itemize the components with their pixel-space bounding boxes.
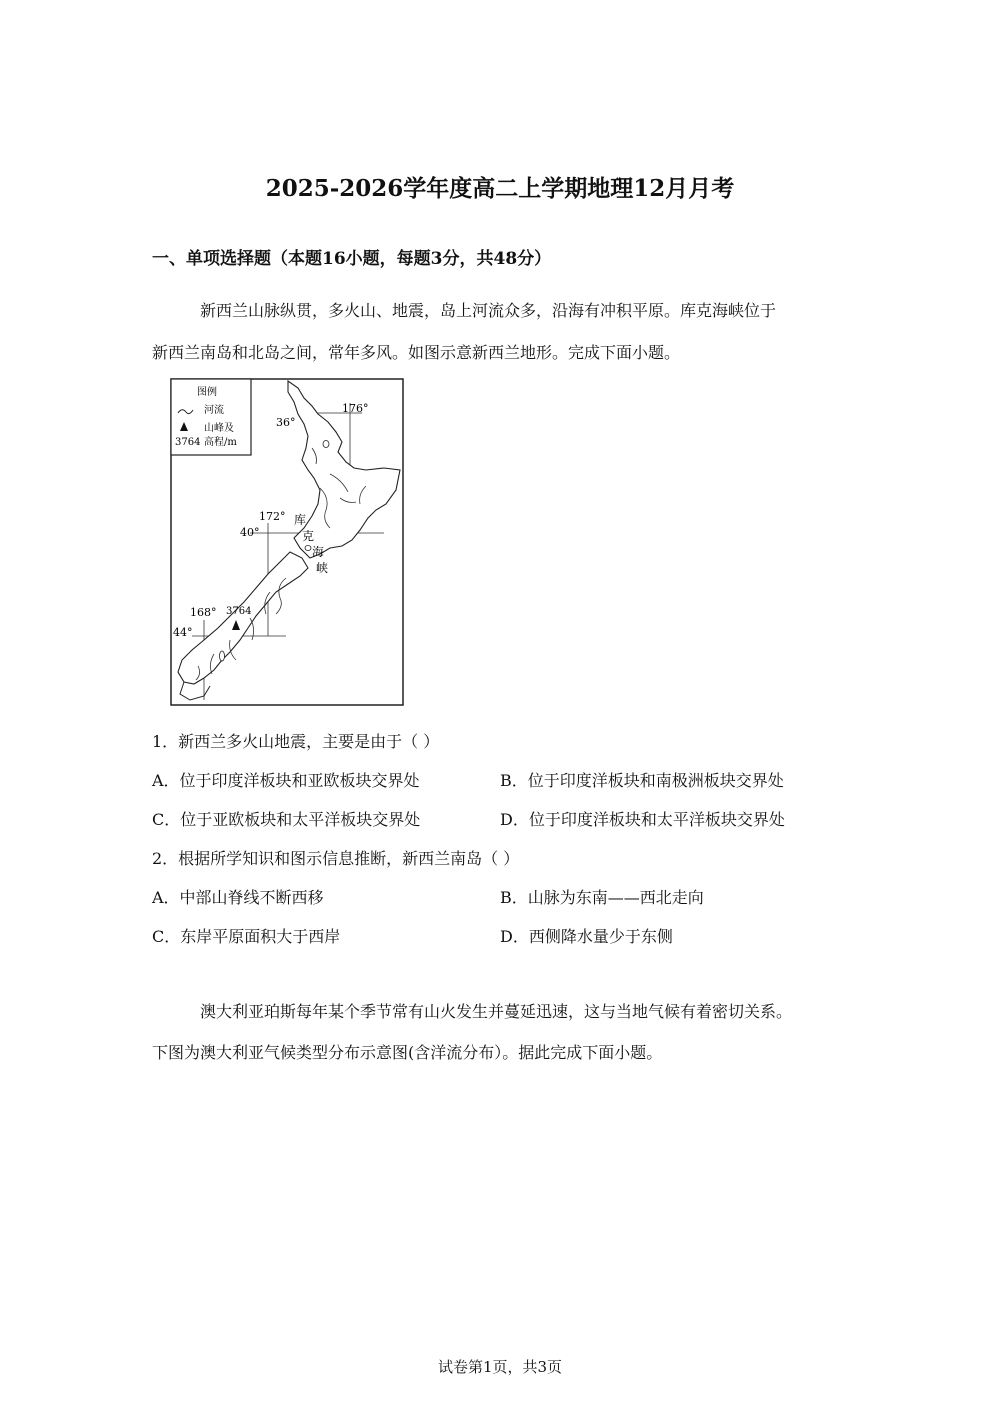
section-heading: 一、单项选择题（本题16小题，每题3分，共48分） [152, 249, 552, 269]
lake-south [220, 651, 225, 661]
page-title: 2025-2026学年度高二上学期地理12月月考 [265, 175, 735, 202]
strait-char-3: 海 [312, 545, 325, 559]
lat-36-label: 36° [276, 416, 296, 429]
legend-peak-line1: 山峰及 [204, 423, 234, 434]
lon-168-label: 168° [190, 606, 217, 619]
lat-40-label: 40° [240, 526, 260, 539]
peak-elevation: 3764 [226, 606, 252, 617]
lon-176-label: 176° [342, 402, 369, 415]
legend-peak-value: 3764 [175, 437, 201, 448]
new-zealand-map [170, 378, 404, 706]
question-2-option-c: C．东岸平原面积大于西岸 [152, 927, 341, 946]
lake-north [323, 441, 329, 448]
lat-44-label: 44° [173, 626, 193, 639]
passage1-line2: 新西兰南岛和北岛之间，常年多风。如图示意新西兰地形。完成下面小题。 [152, 343, 681, 362]
passage2-line1: 澳大利亚珀斯每年某个季节常有山火发生并蔓延迅速，这与当地气候有着密切关系。 [200, 1002, 793, 1021]
strait-char-2: 克 [302, 529, 315, 543]
question-2-option-d: D．西侧降水量少于东侧 [500, 927, 673, 946]
question-1-option-d: D．位于印度洋板块和太平洋板块交界处 [500, 810, 785, 829]
page-footer: 试卷第1页，共3页 [437, 1358, 563, 1376]
question-2-stem: 2．根据所学知识和图示信息推断，新西兰南岛（ ） [152, 849, 520, 868]
question-1-option-a: A．位于印度洋板块和亚欧板块交界处 [152, 771, 420, 790]
legend-peak-line2: 高程/m [204, 437, 237, 448]
passage2-line2: 下图为澳大利亚气候类型分布示意图(含洋流分布）。据此完成下面小题。 [152, 1043, 663, 1062]
lon-172-label: 172° [259, 510, 286, 523]
question-2-option-a: A．中部山脊线不断西移 [152, 888, 324, 907]
question-1-stem: 1．新西兰多火山地震，主要是由于（ ） [152, 732, 440, 751]
question-2-option-b: B．山脉为东南——西北走向 [500, 888, 704, 907]
strait-char-1: 库 [294, 513, 307, 527]
question-1-option-c: C．位于亚欧板块和太平洋板块交界处 [152, 810, 421, 829]
question-1-option-b: B．位于印度洋板块和南极洲板块交界处 [500, 771, 784, 790]
legend-river: 河流 [204, 405, 224, 416]
passage1-line1: 新西兰山脉纵贯，多火山、地震，岛上河流众多，沿海有冲积平原。库克海峡位于 [200, 301, 777, 320]
legend-title: 图例 [197, 387, 217, 398]
lake-strait [305, 546, 311, 551]
strait-char-4: 峡 [316, 561, 329, 575]
